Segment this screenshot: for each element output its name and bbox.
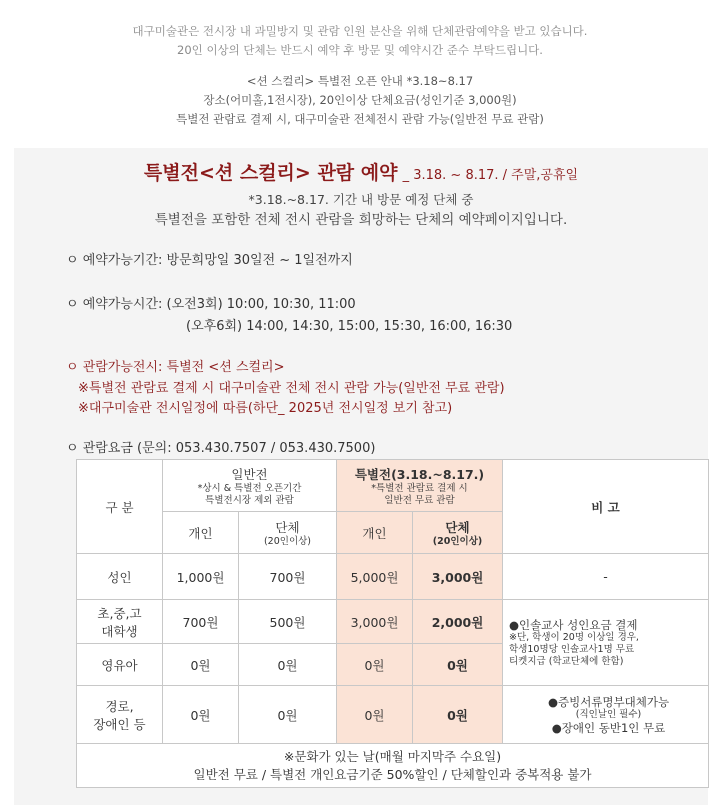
fee-table xyxy=(76,459,709,788)
notice-line-2: 20인 이상의 단체는 반드시 예약 후 방문 및 예약시간 준수 부탁드립니다. xyxy=(177,43,543,57)
title-period: _ 3.18. ~ 8.17. / 주말,공휴일 xyxy=(402,168,579,183)
header-general: 일반전 *상시 & 특별전 오픈기간 특별전시장 제외 관람 xyxy=(163,460,337,512)
table-row-senior: 경로, 장애인 등 0원 0원 0원 0원 ●증빙서류명부대체가능 (직인날인 필수) ●장애인 동반1인 무료 xyxy=(77,686,709,744)
notice-line-5: 특별전 관람료 결제 시, 대구미술관 전체전시 관람 가능(일반전 무료 관람) xyxy=(176,112,544,126)
table-row-infant: 영유아 0원 0원 0원 0원 xyxy=(77,644,709,686)
remark-student: ●인솔교사 성인요금 결제 ※단, 학생이 20명 이상일 경우, 학생10명당 인솔교사1명 무료 티켓지급 (학교단체에 한함) xyxy=(503,600,709,686)
booking-period: ㅇ 예약가능기간: 방문희망일 30일전 ~ 1일전까지 xyxy=(66,253,353,268)
booking-time-pm: (오후6회) 14:00, 14:30, 15:00, 15:30, 16:00, 16:30 xyxy=(186,319,513,334)
notice-line-3: <션 스컬리> 특별전 오픈 안내 *3.18~8.17 xyxy=(246,74,474,88)
header-category: 구 분 xyxy=(77,460,163,554)
header-special-group: 단체 (20인이상) xyxy=(413,512,503,554)
page-title: 특별전<션 스컬리> 관람 예약 _ 3.18. ~ 8.17. / 주말,공휴일 xyxy=(143,162,579,184)
table-footer: ※문화가 있는 날(매월 마지막주 수요일) 일반전 무료 / 특별전 개인요금기준 50%할인 / 단체할인과 중복적용 불가 xyxy=(77,744,709,788)
table-row-student: 초,중,고 대학생 700원 500원 3,000원 2,000원 ●인솔교사 성인요금 결제 ※단, 학생이 20명 이상일 경우, 학생10명당 인솔교사1명 무료 티켓지급 (학교단체에 한함) xyxy=(77,600,709,644)
booking-time-am: ㅇ 예약가능시간: (오전3회) 10:00, 10:30, 11:00 xyxy=(66,297,356,312)
exhibition-title: ㅇ 관람가능전시: 특별전 <션 스컬리> xyxy=(66,360,285,375)
header-special-individual: 개인 xyxy=(337,512,413,554)
remark-senior: ●증빙서류명부대체가능 (직인날인 필수) ●장애인 동반1인 무료 xyxy=(503,686,709,744)
subtitle-line-2: 특별전을 포함한 전체 전시 관람을 희망하는 단체의 예약페이지입니다. xyxy=(154,212,568,228)
header-general-group: 단체 (20인이상) xyxy=(239,512,337,554)
header-special: 특별전(3.18.~8.17.) *특별전 관람료 결제 시 일반전 무료 관람 xyxy=(337,460,503,512)
subtitle-line-1: *3.18.~8.17. 기간 내 방문 예정 단체 중 xyxy=(248,192,474,207)
header-remarks: 비 고 xyxy=(503,460,709,554)
top-notice xyxy=(0,0,720,129)
table-row-adult: 성인 1,000원 700원 5,000원 3,000원 - xyxy=(77,554,709,600)
exhibition-note-1: ※특별전 관람료 결제 시 대구미술관 전체 전시 관람 가능(일반전 무료 관람) xyxy=(78,381,505,396)
notice-line-1: 대구미술관은 전시장 내 과밀방지 및 관람 인원 분산을 위해 단체관람예약을 받고 있습니다. xyxy=(132,24,588,38)
fee-title: ㅇ 관람요금 (문의: 053.430.7507 / 053.430.7500) xyxy=(66,441,376,456)
notice-line-4: 장소(어미홀,1전시장), 20인이상 단체요금(성인기준 3,000원) xyxy=(203,93,517,107)
exhibition-note-2: ※대구미술관 전시일정에 따름(하단_ 2025년 전시일정 보기 참고) xyxy=(78,401,453,416)
header-general-individual: 개인 xyxy=(163,512,239,554)
reservation-panel xyxy=(14,148,708,805)
